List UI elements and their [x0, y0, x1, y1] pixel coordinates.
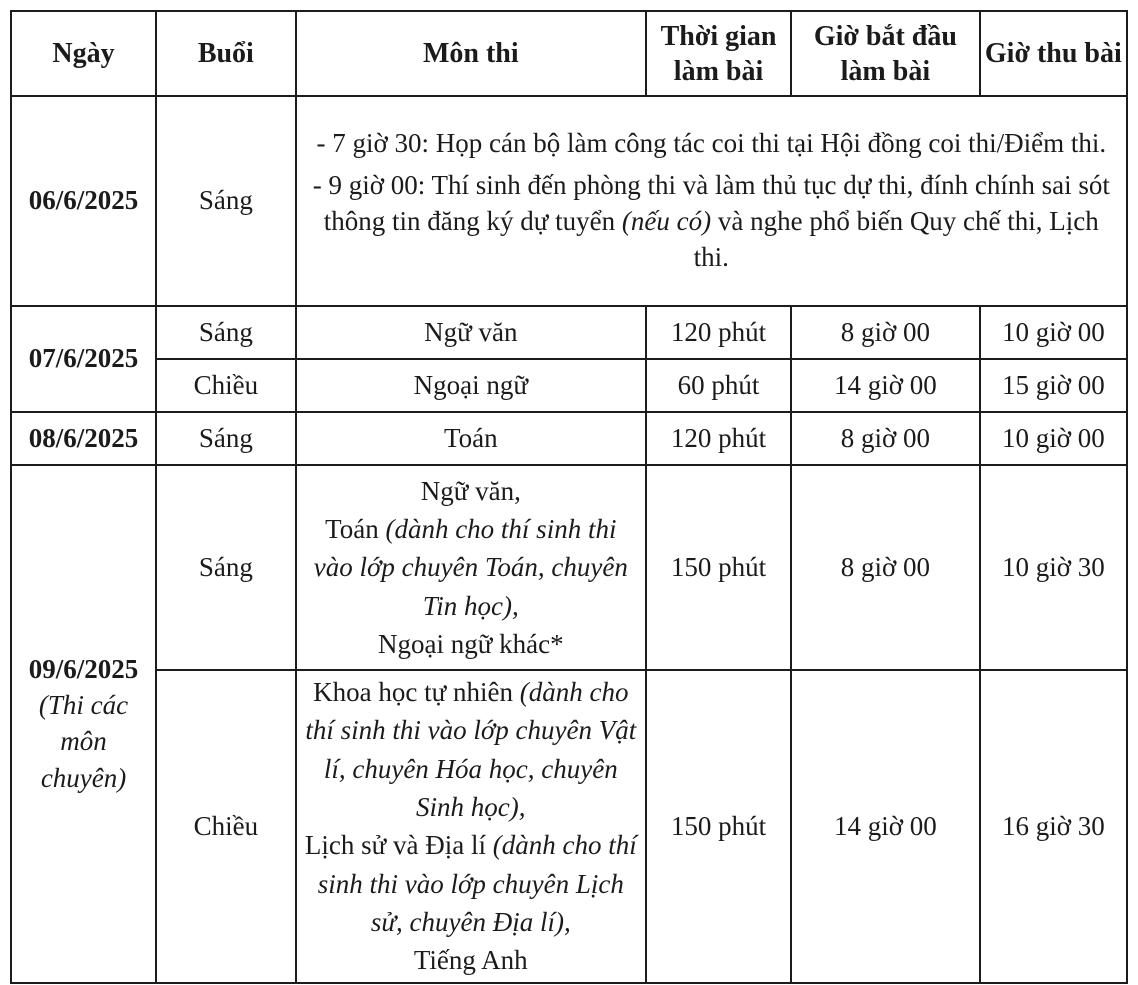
note-text-1: - 7 giờ 30: Họp cán bộ làm công tác coi thi tại Hội đồng coi thi/Điểm thi. [316, 128, 1107, 159]
header-collect-time: Giờ thu bài [980, 11, 1127, 96]
subject-line-3 [305, 941, 637, 979]
row-jun6-morning [11, 96, 1127, 306]
note-text-2-italic: (nếu có) [621, 206, 712, 236]
start-cell-foreign-language: 14 giờ 00 [791, 359, 980, 412]
note-text-2-end: và nghe phổ biến Quy chế thi, Lịch thi. [693, 206, 1099, 272]
row-jun9-morning [11, 465, 1127, 670]
subject-line-2 [305, 826, 637, 941]
date-text-jun9: 09/6/2025 [28, 653, 139, 684]
header-subject: Môn thi [296, 11, 646, 96]
subject-text: Ngữ văn, [420, 475, 521, 506]
session-cell-jun8: Sáng [156, 412, 296, 465]
row-jun9-afternoon [11, 670, 1127, 983]
subject-line-1 [305, 472, 637, 510]
session-cell-jun9-afternoon: Chiều [156, 670, 296, 983]
subject-text: Lịch sử và Địa lí [304, 830, 493, 861]
subject-cell-foreign-language: Ngoại ngữ [296, 359, 646, 412]
subject-cell-math: Toán [296, 412, 646, 465]
header-date: Ngày [11, 11, 156, 96]
header-row [11, 11, 1127, 96]
duration-cell-math: 120 phút [646, 412, 791, 465]
collect-cell-foreign-language: 15 giờ 00 [980, 359, 1127, 412]
subject-note-italic: (dành cho thí sinh thi vào lớp chuyên Lịch sử, chuyên Địa lí), [317, 830, 637, 937]
subject-line-1 [305, 673, 637, 826]
duration-cell-foreign-language: 60 phút [646, 359, 791, 412]
date-cell-jun8: 08/6/2025 [11, 412, 156, 465]
note-paragraph-2 [305, 168, 1118, 276]
subject-cell-literature: Ngữ văn [296, 306, 646, 359]
collect-cell-specialized-morning: 10 giờ 30 [980, 465, 1127, 670]
note-text-2: - 9 giờ 00: Thí sinh đến phòng thi và làm thủ tục dự thi, đính chính sai sót thông tin đăng ký dự tuyển [312, 170, 1110, 236]
start-cell-specialized-afternoon: 14 giờ 00 [791, 670, 980, 983]
session-cell-jun9-morning: Sáng [156, 465, 296, 670]
duration-cell-specialized-afternoon: 150 phút [646, 670, 791, 983]
subject-cell-specialized-afternoon [296, 670, 646, 983]
collect-cell-specialized-afternoon: 16 giờ 30 [980, 670, 1127, 983]
header-duration: Thời gian làm bài [646, 11, 791, 96]
subject-cell-specialized-morning [296, 465, 646, 670]
subject-text: Khoa học tự nhiên [313, 677, 520, 707]
note-paragraph-1 [305, 126, 1118, 162]
duration-cell-literature: 120 phút [646, 306, 791, 359]
date-cell-jun6: 06/6/2025 [11, 96, 156, 306]
exam-schedule-table [10, 10, 1128, 984]
procedure-note-cell [296, 96, 1127, 306]
collect-cell-literature: 10 giờ 00 [980, 306, 1127, 359]
subject-line-3 [305, 625, 637, 663]
header-session: Buổi [156, 11, 296, 96]
start-cell-specialized-morning: 8 giờ 00 [791, 465, 980, 670]
subject-line-2 [305, 510, 637, 625]
subject-note-italic: (dành cho thí sinh thi vào lớp chuyên Vật lí, chuyên Hóa học, chuyên Sinh học), [305, 677, 637, 822]
session-cell-jun7-morning: Sáng [156, 306, 296, 359]
start-cell-literature: 8 giờ 00 [791, 306, 980, 359]
subject-note-italic: (dành cho thí sinh thi vào lớp chuyên Toán, chuyên Tin học), [313, 514, 628, 621]
row-jun7-morning [11, 306, 1127, 359]
date-cell-jun9 [11, 465, 156, 983]
row-jun7-afternoon [11, 359, 1127, 412]
header-start-time: Giờ bắt đầu làm bài [791, 11, 980, 96]
session-cell-jun6: Sáng [156, 96, 296, 306]
collect-cell-math: 10 giờ 00 [980, 412, 1127, 465]
row-jun8-morning [11, 412, 1127, 465]
date-note-jun9: (Thi các môn chuyên) [38, 689, 129, 793]
start-cell-math: 8 giờ 00 [791, 412, 980, 465]
subject-text: Ngoại ngữ khác* [377, 628, 564, 659]
date-cell-jun7: 07/6/2025 [11, 306, 156, 412]
duration-cell-specialized-morning: 150 phút [646, 465, 791, 670]
subject-text: Toán [325, 514, 386, 544]
subject-text: Tiếng Anh [413, 945, 528, 976]
session-cell-jun7-afternoon: Chiều [156, 359, 296, 412]
